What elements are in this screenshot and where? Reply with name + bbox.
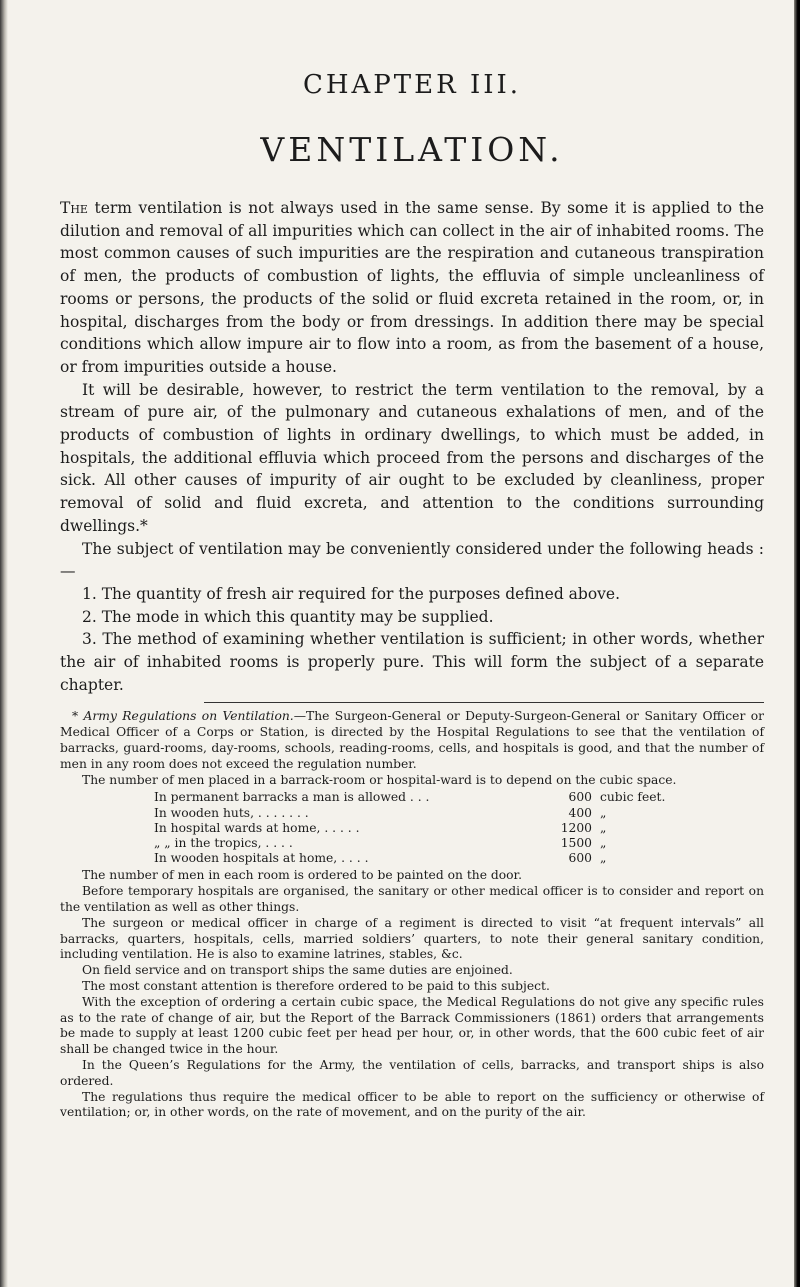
- table-row: [112, 806, 684, 821]
- intro-rest: term ventilation is not always used in the same sense. By some it is applied to the dilution and removal of all impurities which can collect in the air of inhabited rooms. The most common causes of such impurities are the respiration and cutaneous transpiration of men, the products of combustion of lights, the effluvia of simple uncleanliness of rooms or persons, the products of the solid or fluid excreta retained in the room, or, in hospital, discharges from the body or from dressings. In addition there may be special conditions which allow impure air to flow into a room, as from the basement of a house, or from impurities outside a house.: [60, 199, 764, 376]
- intro-paragraph: [60, 197, 764, 379]
- row-unit: „: [600, 805, 607, 820]
- book-page: [60, 70, 764, 1121]
- row-value: 1500: [560, 836, 592, 851]
- cubic-space-table: [112, 790, 684, 866]
- table-row: [112, 821, 684, 836]
- footnote-p1: [60, 709, 764, 772]
- row-unit: „: [600, 851, 607, 866]
- row-value: 600: [568, 851, 592, 866]
- head-item-2: 2. The mode in which this quantity may be supplied.: [82, 607, 494, 626]
- footnote-p5: The surgeon or medical officer in charge of a regiment is directed to visit “at frequent intervals” all barracks, quarters, hospitals, cells, married soldiers’ quarters, to note their general sanitary condition, including ventilation. He is also to examine latrines, stables, &c.: [60, 915, 764, 962]
- row-unit: „: [600, 836, 607, 851]
- footnote-p2: The number of men placed in a barrack-room or hospital-ward is to depend on the cubic space.: [82, 772, 677, 787]
- row-label: In permanent barracks a man is allowed . . .: [154, 790, 430, 805]
- heads-list: [60, 583, 764, 697]
- paragraph-3: The subject of ventilation may be conveniently considered under the following heads :—: [60, 539, 764, 581]
- footnote-p10: The regulations thus require the medical officer to be able to report on the sufficiency or otherwise of ventilation; or, in other words, on the rate of movement, and on the purity of the air.: [60, 1089, 764, 1120]
- row-value: 400: [568, 805, 592, 820]
- footnote-p9: In the Queen’s Regulations for the Army, the ventilation of cells, barracks, and transport ships is also ordered.: [60, 1058, 764, 1088]
- footnote-p4: Before temporary hospitals are organised, the sanitary or other medical officer is to consider and report on the ventilation as well as other things.: [60, 884, 764, 915]
- main-text: [60, 197, 764, 696]
- chapter-heading: CHAPTER III.: [302, 70, 522, 100]
- paragraph-2: It will be desirable, however, to restrict the term ventilation to the removal, by a stream of pure air, of the pulmonary and cutaneous exhalations of men, and of the products of combustion of lights in ordinary dwellings, to which must be added, in hospitals, the additional effluvia which proceed from the persons and discharges of the sick. All other causes of impurity of air ought to be excluded by cleanliness, proper removal of solid and fluid excreta, and attention to the conditions surrounding dwellings.*: [60, 380, 764, 535]
- footnote-rule: [204, 702, 764, 703]
- row-value: 600: [568, 790, 592, 805]
- table-row: [112, 851, 684, 866]
- head-item-3: 3. The method of examining whether ventilation is sufficient; in other words, whether the air of inhabited rooms is properly pure. This will form the subject of a separate chapter.: [60, 630, 764, 694]
- row-value: 1200: [560, 820, 592, 835]
- scan-left-edge: [0, 0, 8, 1287]
- footnote-p7: The most constant attention is therefore ordered to be paid to this subject.: [82, 979, 550, 994]
- row-label: „ „ in the tropics, . . . .: [154, 836, 293, 851]
- table-row: [112, 836, 684, 851]
- intro-lead-word: The: [60, 199, 88, 217]
- footnote-p6: On field service and on transport ships the same duties are enjoined.: [82, 963, 513, 978]
- head-item-1: 1. The quantity of fresh air required for the purposes defined above.: [82, 584, 621, 603]
- footnote-p3: The number of men in each room is ordered to be painted on the door.: [82, 868, 522, 883]
- row-unit: cubic feet.: [600, 790, 666, 805]
- row-label: In wooden hospitals at home, . . . .: [154, 851, 369, 866]
- footnote: [60, 709, 764, 1121]
- row-label: In wooden huts, . . . . . . .: [154, 805, 309, 820]
- table-row: [112, 790, 684, 805]
- footnote-p8: With the exception of ordering a certain cubic space, the Medical Regulations do not give any specific rules as to the rate of change of air, but the Report of the Barrack Commissioners (1861) orders that arrangements be made to supply at least 1200 cubic feet per head per hour, or, in other words, that the 600 cubic feet of air shall be changed twice in the hour.: [60, 994, 764, 1057]
- footnote-marker: *: [72, 709, 84, 724]
- chapter-title: VENTILATION.: [260, 130, 564, 169]
- footnote-source: Army Regulations on Ventilation.: [83, 709, 294, 724]
- footnote-p1-text: —The Surgeon-General or Deputy-Surgeon-General or Sanitary Officer or Medical Officer of a Corps or Station, is directed by the Hospital Regulations to see that the ventilation of barracks, guard-rooms, day-rooms, schools, reading-rooms, cells, and hospitals is good, and that the number of men in any room does not exceed the regulation number.: [60, 709, 765, 771]
- row-label: In hospital wards at home, . . . . .: [154, 820, 360, 835]
- scan-right-edge: [794, 0, 800, 1287]
- row-unit: „: [600, 820, 607, 835]
